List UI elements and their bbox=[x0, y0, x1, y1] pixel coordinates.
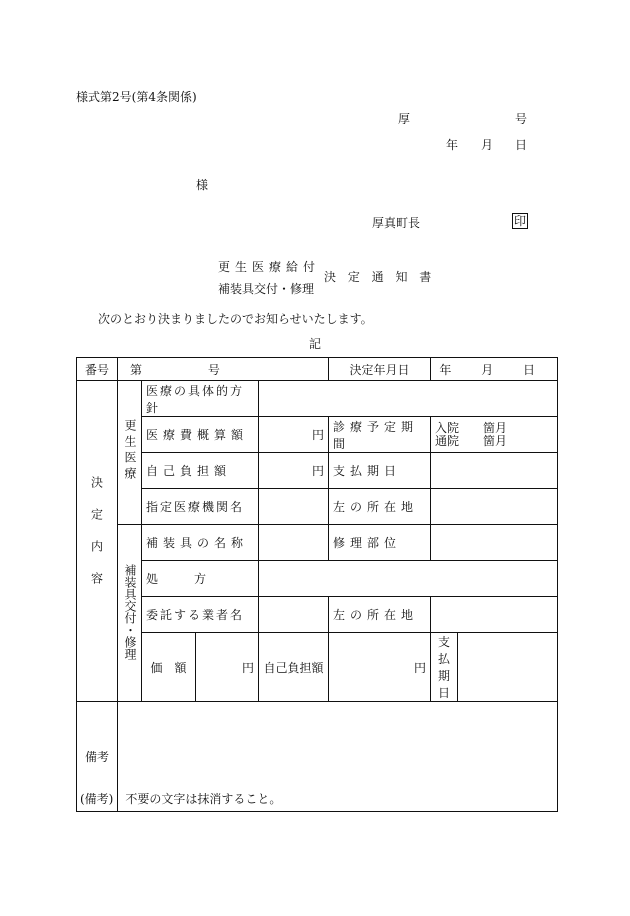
inpatient-row: 入院 箇月 bbox=[435, 420, 508, 435]
issuer: 厚真町長 bbox=[372, 216, 421, 230]
treatment-period-value bbox=[431, 417, 558, 453]
title-line2: 補装具交付・修理 bbox=[218, 282, 315, 296]
treatment-period-label: 診療予定期間 bbox=[329, 417, 431, 453]
institution-location-label: 左の所在地 bbox=[329, 489, 431, 525]
number-field bbox=[118, 358, 329, 381]
repair-part-value bbox=[431, 525, 558, 561]
dai-label: 第 bbox=[130, 362, 143, 377]
outpatient-row: 通院 箇月 bbox=[435, 433, 508, 448]
payment-period-value bbox=[431, 453, 558, 489]
ki-mark: 記 bbox=[309, 337, 322, 351]
institution-label: 指定医療機関名 bbox=[142, 489, 259, 525]
payment-date-value bbox=[458, 633, 558, 702]
price-label: 価 額 bbox=[142, 633, 196, 702]
contractor-location-label: 左の所在地 bbox=[329, 597, 431, 633]
dd-day: 日 bbox=[523, 362, 536, 377]
cost-estimate-value: 円 bbox=[259, 417, 329, 453]
section-main-label: 決定内容 bbox=[77, 381, 118, 702]
form-number: 様式第2号(第4条関係) bbox=[76, 90, 197, 104]
contractor-location-value bbox=[431, 597, 558, 633]
self-pay-label-2: 自己負担額 bbox=[259, 633, 329, 702]
policy-label: 医療の具体的方針 bbox=[142, 381, 259, 417]
section-medical-label: 更生医療 bbox=[118, 381, 142, 525]
self-pay-value: 円 bbox=[259, 453, 329, 489]
repair-part-label: 修理部位 bbox=[329, 525, 431, 561]
cost-estimate-label: 医療費概算額 bbox=[142, 417, 259, 453]
prescription-label: 処 方 bbox=[142, 561, 259, 597]
seal-mark: 印 bbox=[514, 214, 527, 228]
doc-number-suffix: 号 bbox=[515, 112, 528, 126]
price-value: 円 bbox=[196, 633, 259, 702]
intro-text: 次のとおり決まりましたのでお知らせいたします。 bbox=[98, 312, 373, 326]
contractor-value bbox=[259, 597, 329, 633]
title-main: 決 定 通 知 書 bbox=[324, 270, 436, 284]
prescription-value bbox=[259, 561, 558, 597]
device-name-label: 補装具の名称 bbox=[142, 525, 259, 561]
decision-date-label: 決定年月日 bbox=[329, 358, 431, 381]
section-device-label: 補装具交付・修理 bbox=[118, 525, 142, 702]
institution-location-value bbox=[431, 489, 558, 525]
self-pay-value-2: 円 bbox=[329, 633, 431, 702]
dd-month: 月 bbox=[481, 362, 494, 377]
policy-value bbox=[259, 381, 558, 417]
decision-date-field bbox=[431, 358, 558, 381]
device-name-value bbox=[259, 525, 329, 561]
number-label: 番号 bbox=[77, 358, 118, 381]
doc-number-prefix: 厚 bbox=[398, 112, 411, 126]
payment-date-label: 支払期日 bbox=[431, 633, 458, 702]
payment-period-label: 支払期日 bbox=[329, 453, 431, 489]
footnote: (備考) 不要の文字は抹消すること。 bbox=[80, 792, 282, 806]
institution-value bbox=[259, 489, 329, 525]
date-day: 日 bbox=[515, 138, 528, 152]
contractor-label: 委託する業者名 bbox=[142, 597, 259, 633]
remarks-label: 備考 bbox=[77, 702, 118, 812]
self-pay-label: 自己負担額 bbox=[142, 453, 259, 489]
date-month: 月 bbox=[481, 138, 494, 152]
title-line1: 更生医療給付 bbox=[218, 260, 321, 274]
addressee-suffix: 様 bbox=[196, 178, 209, 192]
dd-year: 年 bbox=[439, 362, 452, 377]
go-label: 号 bbox=[207, 362, 220, 377]
date-year: 年 bbox=[446, 138, 459, 152]
decision-table bbox=[76, 357, 558, 812]
